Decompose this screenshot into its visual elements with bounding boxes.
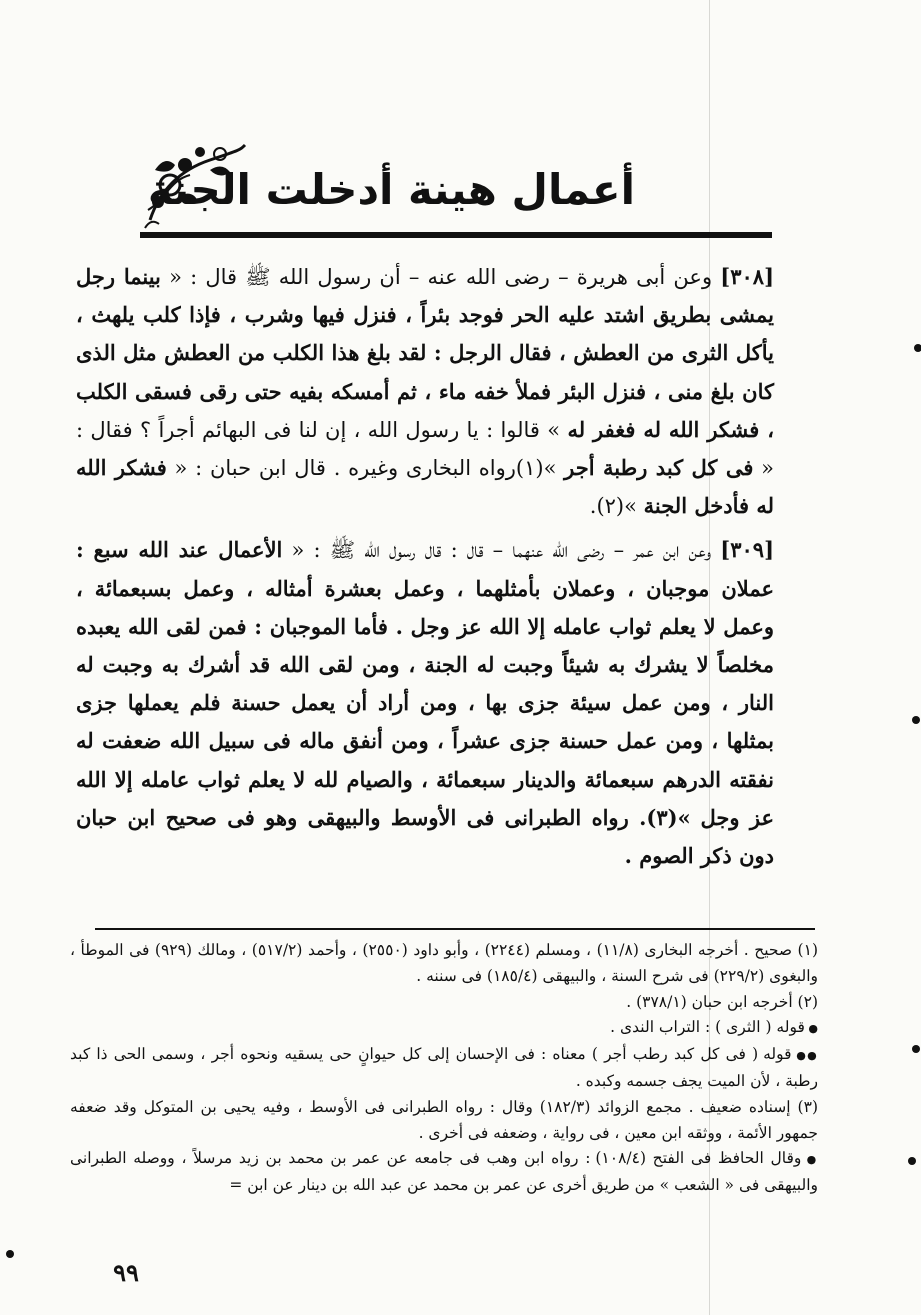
margin-mark <box>6 1250 14 1258</box>
footnote-fath: ● وقال الحافظ فى الفتح (١٠٨/٤) : رواه ابن وهب فى جامعه عن عمر بن محمد بن زيد مرسلاً ، ووصله الطبرانى والبيهقى فى « الشعب » من طريق أخرى عن عمر بن محمد عن عبد الله بن دينار عن ابن = <box>70 1146 818 1199</box>
hadith-number: [٣٠٨] <box>720 264 774 289</box>
margin-mark <box>912 1045 920 1053</box>
margin-mark <box>908 1157 916 1165</box>
hadith-intro: وعن أبى هريرة – رضى الله عنه – أن رسول الله ﷺ قال : « <box>169 265 713 289</box>
footnote-2: (٢) أخرجه ابن حبان (٣٧٨/١) . <box>626 992 818 1011</box>
footnote-1: (١) صحيح . أخرجه البخارى (١١/٨) ، ومسلم (٢٢٤٤) ، وأبو داود (٢٥٥٠) ، وأحمد (٥١٧/٢) ، ومالك (٩٢٩) فى الموطأ ، والبغوى (٢٢٩/٢) فى شرح السنة ، والبيهقى (١٨٥/٤) فى سننه . <box>70 941 818 985</box>
hadith-text: الأعمال عند الله سبع : عملان موجبان ، وعملان بأمثلهما ، وعمل بعشرة أمثاله ، وعمل بسبعمائة ، وعمل لا يعلم ثواب عامله إلا الله عز وجل . فأما الموجبان : فمن لقى الله يعبده مخلصاً لا يشرك به شيئاً وجبت له الجنة ، ومن لقى الله قد أشرك به وجبت له النار ، ومن عمل سيئة جزى بها ، ومن أراد أن يعمل حسنة فلم يعملها جزى بمثلها ، ومن عمل حسنة جزى عشراً ، ومن أنفق ماله فى سبيل الله ضعفت له نفقته الدرهم سبعمائة والدينار سبعمائة ، والصيام لله لا يعلم ثواب عامله إلا الله عز وجل <box>76 537 774 830</box>
hadith-309 <box>76 531 774 875</box>
margin-mark <box>912 716 920 724</box>
footnote-3: (٣) إسناده ضعيف . مجمع الزوائد (١٨٢/٣) وقال : رواه الطبرانى فى الأوسط ، وفيه يحيى بن المتوكل وقد ضعفه جمهور الأئمة ، ووثقه ابن معين ، فى رواية ، وضعفه فى أخرى . <box>70 1097 818 1142</box>
hadith-308 <box>76 258 774 525</box>
footnote-separator <box>95 928 815 930</box>
title-underline <box>140 232 772 238</box>
footnotes <box>70 938 818 1199</box>
margin-mark <box>914 344 921 352</box>
page-title: أعمال هينة أدخلت الجنة <box>147 165 635 214</box>
hadith-intro: وعن ابن عمر – رضى الله عنهما – قال : قال رسول الله ﷺ : « <box>291 538 712 563</box>
hadith-question: » قالوا : يا رسول الله ، إن لنا فى البهائم أجراً ؟ فقال : « <box>76 417 774 481</box>
hadith-answer: فى كل كبد رطبة أجر <box>564 455 754 481</box>
hadith-end: »(٣). رواه الطبرانى فى الأوسط والبيهقى وهو فى صحيح ابن حبان دون ذكر الصوم . <box>76 804 774 869</box>
hadith-text: بينما رجل يمشى بطريق اشتد عليه الحر فوجد بئراً ، فنزل فيها وشرب ، فإذا كلب يلهث ، يأكل الثرى من العطش ، فقال الرجل : لقد بلغ هذا الكلب من العطش مثل الذى كان بلغ منى ، فنزل البئر فملأ خفه ماء ، ثم أمسكه بفيه حتى رقى فسقى الكلب ، فشكر الله له فغفر له <box>76 264 774 442</box>
hadith-end: »(٢). <box>589 494 637 519</box>
page-number: ٩٩ <box>113 1258 139 1287</box>
hadith-number: [٣٠٩] <box>720 537 775 563</box>
ibn-hibban-variant: فشكر الله له فأدخل الجنة <box>76 455 774 519</box>
main-text <box>76 258 774 877</box>
footnote-note-thara: ● قوله ( الثرى ) : التراب الندى . <box>70 1015 818 1042</box>
hadith-source: »(١)رواه البخارى وغيره . قال ابن حبان : « <box>174 456 557 481</box>
footnote-note-kabid: ●● قوله ( فى كل كبد رطب أجر ) معناه : فى الإحسان إلى كل حيوانٍ حى يسقيه ونحوه أجر ، وسمى الحى ذا كبد رطبة ، لأن الميت يجف جسمه وكبده . <box>70 1042 818 1095</box>
